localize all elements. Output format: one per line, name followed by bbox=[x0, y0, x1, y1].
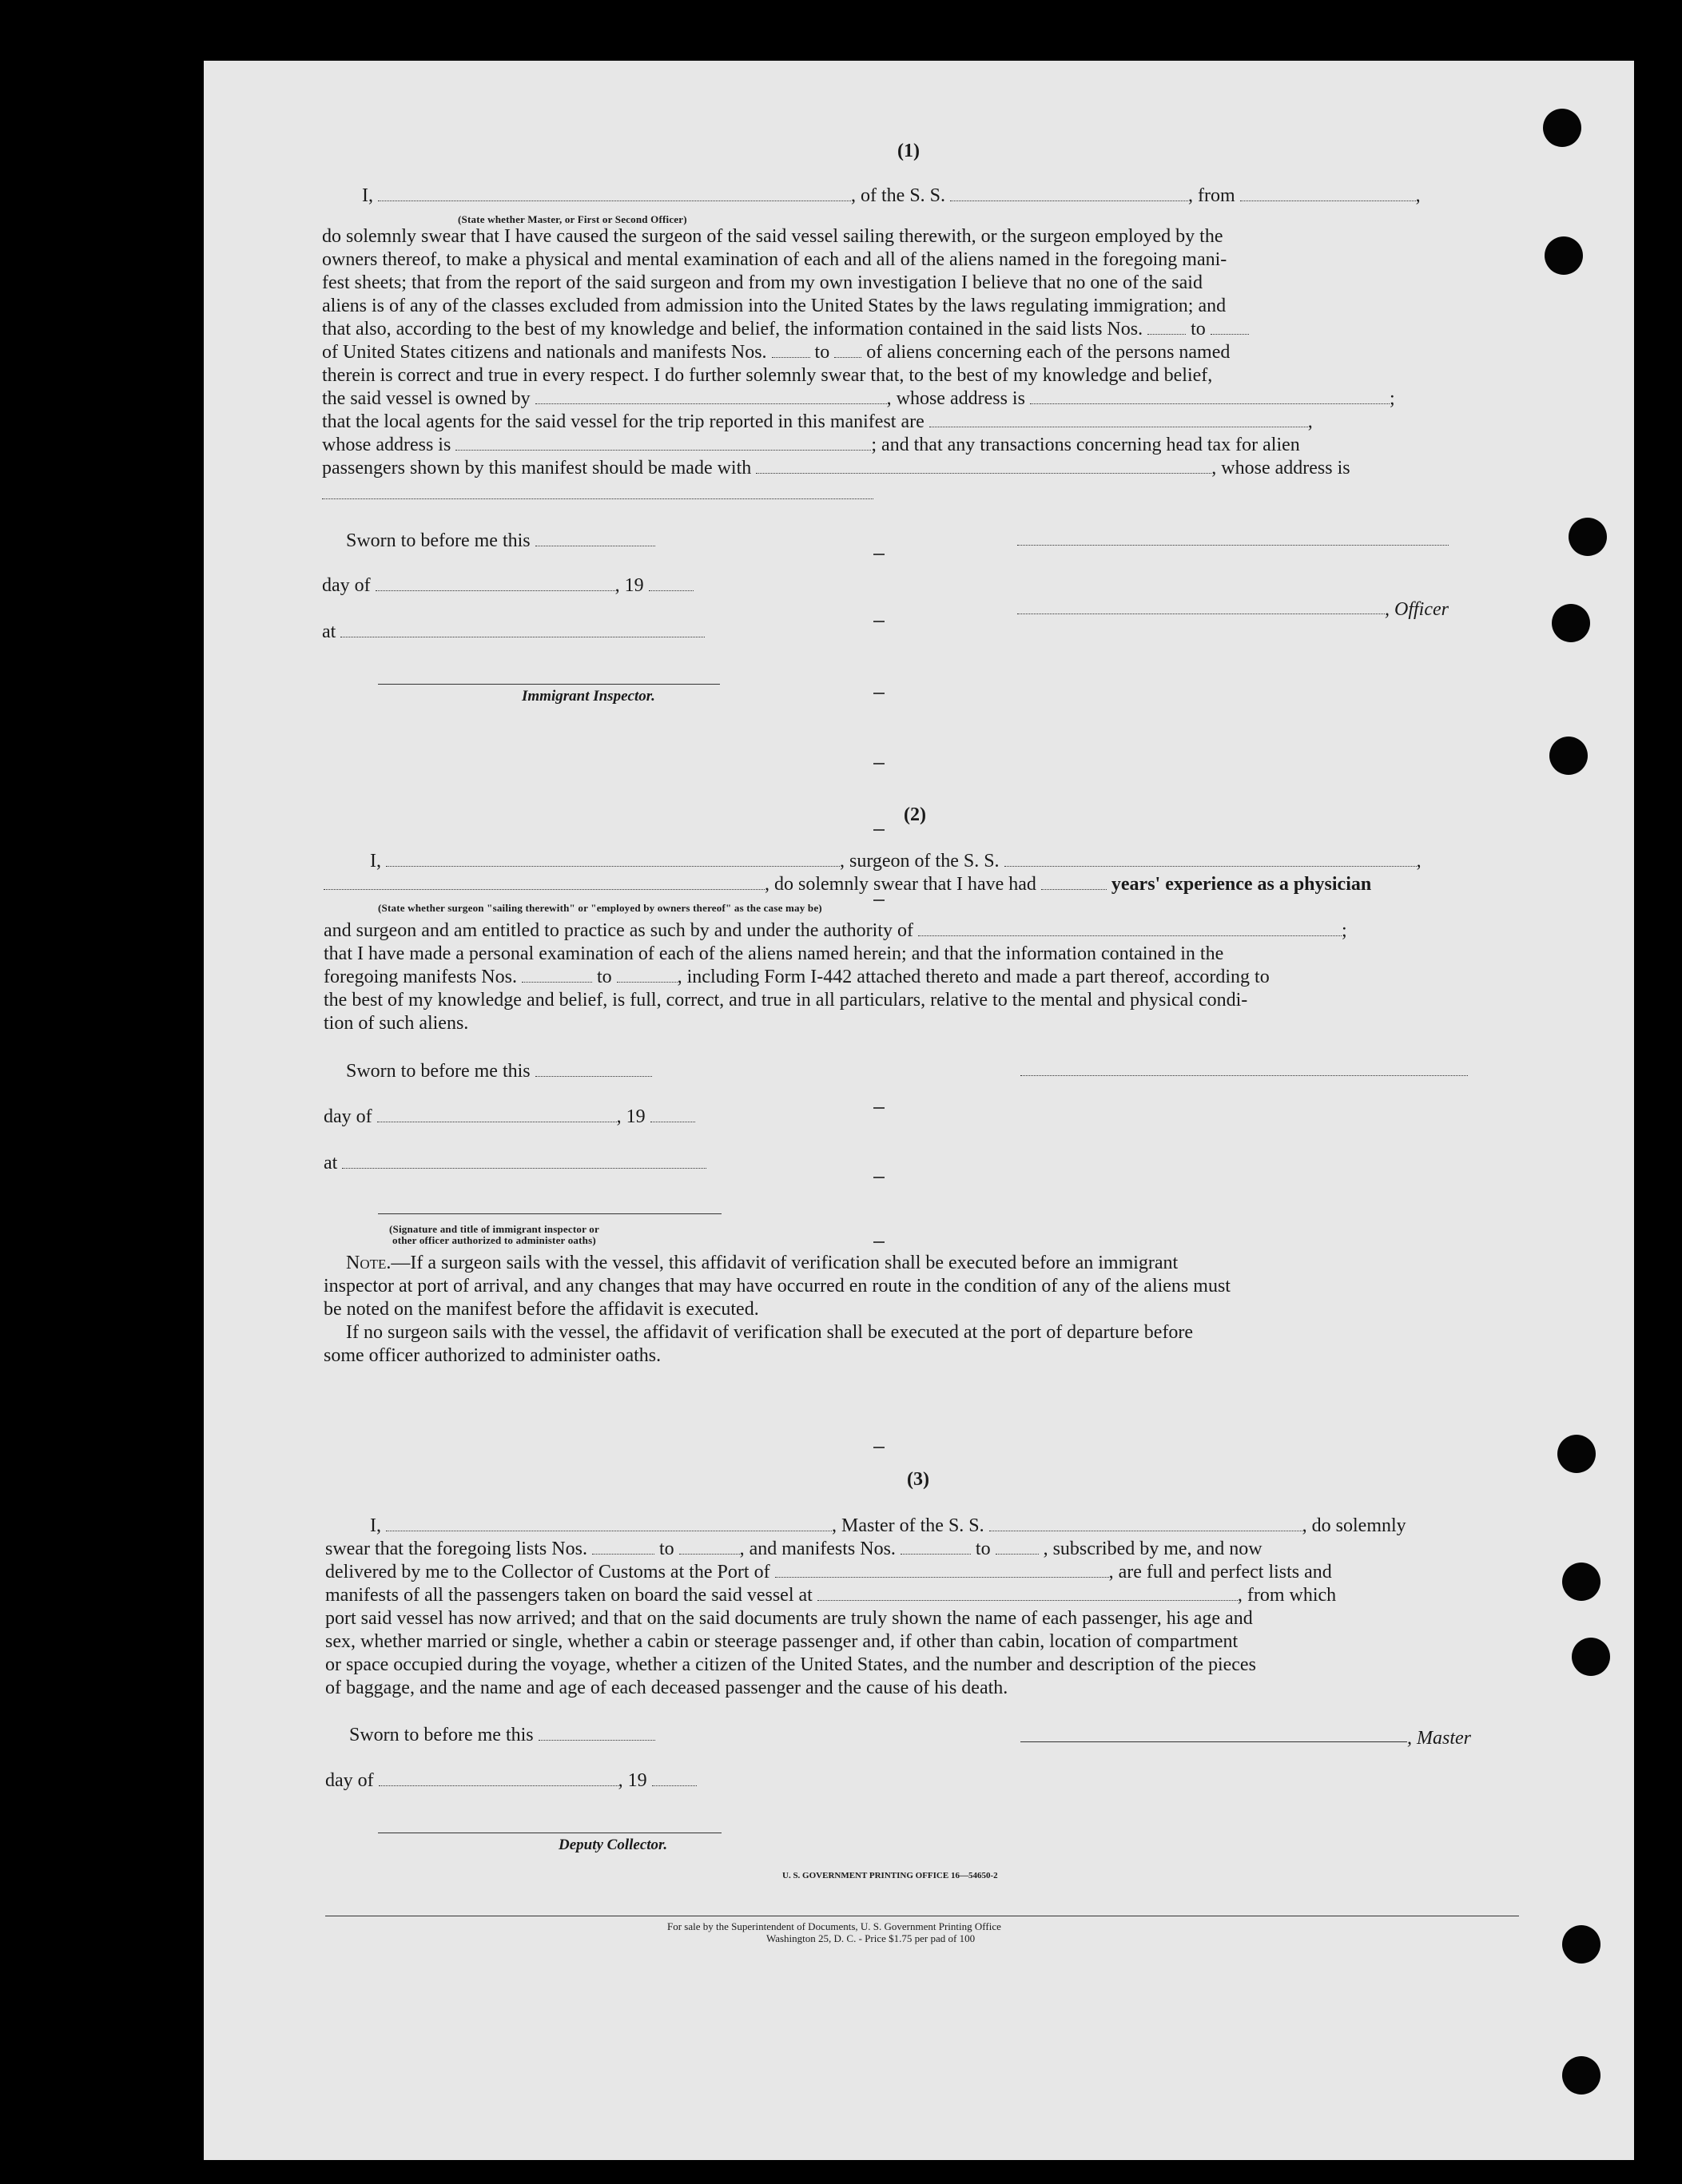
officer-rank-caption: (State whether Master, or First or Second Officer) bbox=[458, 213, 687, 225]
punch-hole bbox=[1543, 109, 1581, 147]
punch-hole bbox=[1557, 1435, 1596, 1473]
vessel-name-field[interactable] bbox=[950, 186, 1188, 201]
citizen-list-to-field[interactable] bbox=[1211, 320, 1249, 335]
head-tax-contact-field[interactable] bbox=[756, 459, 1211, 474]
gpo-imprint: U. S. GOVERNMENT PRINTING OFFICE 16—54650-2 bbox=[782, 1871, 998, 1880]
s1-text-line: aliens is of any of the classes excluded from admission into the United States by the laws regulating immigration; and bbox=[322, 296, 1227, 316]
s3-line-3: delivered by me to the Collector of Customs at the Port of , are full and perfect lists and bbox=[325, 1562, 1332, 1582]
s1-line-10: whose address is ; and that any transactions concerning head tax for alien bbox=[322, 435, 1300, 455]
note-line-1: Note.—If a surgeon sails with the vessel, this affidavit of verification shall be executed before an immigrant bbox=[346, 1253, 1179, 1273]
s3-year-field[interactable] bbox=[652, 1771, 697, 1786]
document-page bbox=[204, 61, 1634, 2160]
s3-month-field[interactable] bbox=[379, 1771, 618, 1786]
master-label: , Master bbox=[1407, 1728, 1471, 1749]
s2-line-5: foregoing manifests Nos. to , including Form I-442 attached thereto and made a part thereof, according to bbox=[324, 967, 1270, 987]
sig-caption-1: (Signature and title of immigrant inspector or bbox=[389, 1223, 599, 1235]
s2-vessel-name-field[interactable] bbox=[1004, 852, 1417, 867]
punch-hole bbox=[1545, 236, 1583, 275]
s3-text-line: sex, whether married or single, whether a cabin or steerage passenger and, if other than cabin, location of compartment bbox=[325, 1631, 1239, 1652]
surgeon-signature-line[interactable] bbox=[1020, 1075, 1468, 1076]
departure-port-field[interactable] bbox=[1240, 186, 1416, 201]
s1-line-1: I, , of the S. S. , from , bbox=[362, 185, 1421, 206]
s3-line-2: swear that the foregoing lists Nos. to , and manifests Nos. to , subscribed by me, and now bbox=[325, 1539, 1262, 1559]
inspector-signature-line[interactable] bbox=[378, 684, 720, 685]
s1-place-field[interactable] bbox=[340, 622, 705, 637]
manifest-from-field[interactable] bbox=[772, 343, 810, 358]
officer-name-field[interactable] bbox=[378, 186, 851, 201]
agents-address-field[interactable] bbox=[455, 435, 871, 451]
sale-notice-2: Washington 25, D. C. - Price $1.75 per pad of 100 bbox=[766, 1932, 976, 1944]
s2-sworn-line: Sworn to before me this bbox=[346, 1060, 652, 1083]
s3-vessel-name-field[interactable] bbox=[989, 1516, 1302, 1531]
manifest-to-field[interactable] bbox=[834, 343, 861, 358]
s1-line-9: that the local agents for the said vessel for the trip reported in this manifest are , bbox=[322, 411, 1313, 432]
note-line: some officer authorized to administer oaths. bbox=[324, 1345, 662, 1366]
s2-year-field[interactable] bbox=[650, 1107, 695, 1122]
punch-hole bbox=[1572, 1638, 1610, 1676]
s3-day-line: day of , 19 bbox=[325, 1769, 697, 1793]
deputy-collector-label: Deputy Collector. bbox=[559, 1837, 668, 1853]
officer-label: , Officer bbox=[1385, 599, 1449, 620]
s3-list-to-field[interactable] bbox=[679, 1539, 740, 1555]
note-line: If no surgeon sails with the vessel, the affidavit of verification shall be executed at the port of departure before bbox=[346, 1322, 1194, 1343]
s1-text-line: fest sheets; that from the report of the said surgeon and from my own investigation I believe that no one of the said bbox=[322, 272, 1203, 293]
s3-text-line: port said vessel has now arrived; and that on the said documents are truly shown the name of each passenger, his age and bbox=[325, 1608, 1253, 1629]
master-signature-line[interactable] bbox=[1020, 1741, 1407, 1742]
s2-manifest-from-field[interactable] bbox=[522, 967, 592, 983]
s1-text-line: therein is correct and true in every respect. I do further solemnly swear that, to the best of my knowledge and belief, bbox=[322, 365, 1213, 386]
s1-month-field[interactable] bbox=[376, 576, 615, 591]
s2-month-field[interactable] bbox=[377, 1107, 617, 1122]
section-3-number: (3) bbox=[907, 1469, 929, 1490]
s2-sworn-date-field[interactable] bbox=[535, 1062, 652, 1077]
surgeon-status-caption: (State whether surgeon "sailing therewith" or "employed by owners thereof" as the case may be) bbox=[378, 902, 822, 914]
s1-sworn-date-field[interactable] bbox=[535, 531, 655, 546]
s1-text-line: owners thereof, to make a physical and mental examination of each and all of the aliens named in the foregoing mani- bbox=[322, 249, 1227, 270]
s3-manifest-from-field[interactable] bbox=[901, 1539, 971, 1555]
s2-text-line: that I have made a personal examination of each of the aliens named herein; and that the information contained in the bbox=[324, 943, 1224, 964]
s2-text-line: the best of my knowledge and belief, is full, correct, and true in all particulars, relative to the mental and physical condi- bbox=[324, 990, 1248, 1011]
s2-line-3: and surgeon and am entitled to practice as such by and under the authority of ; bbox=[324, 920, 1347, 941]
s3-text-line: or space occupied during the voyage, whether a citizen of the United States, and the number and description of the pieces bbox=[325, 1654, 1256, 1675]
s3-list-from-field[interactable] bbox=[592, 1539, 654, 1555]
inspector-oath-signature-line[interactable] bbox=[378, 1213, 722, 1214]
owner-address-field[interactable] bbox=[1030, 389, 1390, 404]
immigrant-inspector-label: Immigrant Inspector. bbox=[522, 688, 655, 705]
local-agents-field[interactable] bbox=[929, 412, 1308, 427]
s2-line-1: I, , surgeon of the S. S. , bbox=[370, 851, 1422, 872]
punch-hole bbox=[1562, 1563, 1600, 1601]
sig-caption-2: other officer authorized to administer oaths) bbox=[392, 1234, 596, 1246]
surgeon-status-field[interactable] bbox=[324, 875, 765, 890]
s2-at-line: at bbox=[324, 1152, 706, 1175]
s3-line-4: manifests of all the passengers taken on board the said vessel at , from which bbox=[325, 1585, 1337, 1606]
punch-hole bbox=[1562, 1925, 1600, 1964]
punch-hole bbox=[1549, 737, 1588, 775]
s2-manifest-to-field[interactable] bbox=[617, 967, 678, 983]
license-authority-field[interactable] bbox=[918, 921, 1342, 936]
vessel-owner-field[interactable] bbox=[535, 389, 887, 404]
s3-line-1: I, , Master of the S. S. , do solemnly bbox=[370, 1515, 1406, 1536]
s2-line-2: , do solemnly swear that I have had years' experience as a physician bbox=[324, 873, 1371, 896]
s2-text-line: tion of such aliens. bbox=[324, 1013, 469, 1034]
s2-place-field[interactable] bbox=[342, 1154, 706, 1169]
s1-line-11: passengers shown by this manifest should be made with , whose address is bbox=[322, 458, 1350, 478]
note-line: inspector at port of arrival, and any changes that may have occurred en route in the condition of any of the aliens must bbox=[324, 1276, 1231, 1297]
s3-manifest-to-field[interactable] bbox=[996, 1539, 1039, 1555]
head-tax-address-field[interactable] bbox=[322, 498, 873, 499]
punch-hole bbox=[1562, 2056, 1600, 2095]
years-experience-field[interactable] bbox=[1041, 875, 1107, 890]
s3-sworn-line: Sworn to before me this bbox=[349, 1724, 655, 1747]
s1-year-field[interactable] bbox=[649, 576, 694, 591]
sale-notice-1: For sale by the Superintendent of Documents, U. S. Government Printing Office bbox=[667, 1920, 1001, 1932]
s1-day-line: day of , 19 bbox=[322, 574, 694, 598]
surgeon-name-field[interactable] bbox=[386, 852, 840, 867]
s1-text-line: do solemnly swear that I have caused the surgeon of the said vessel sailing therewith, or the surgeon employed by the bbox=[322, 226, 1223, 247]
port-of-embarkation-field[interactable] bbox=[817, 1586, 1238, 1601]
s1-at-line: at bbox=[322, 621, 705, 644]
port-of-arrival-field[interactable] bbox=[775, 1563, 1109, 1578]
punch-hole bbox=[1552, 604, 1590, 642]
note-line: be noted on the manifest before the affidavit is executed. bbox=[324, 1299, 759, 1320]
s2-day-line: day of , 19 bbox=[324, 1106, 695, 1129]
master-name-field[interactable] bbox=[386, 1516, 832, 1531]
punch-hole bbox=[1569, 518, 1607, 556]
s3-text-line: of baggage, and the name and age of each deceased passenger and the cause of his death. bbox=[325, 1678, 1008, 1698]
s1-line-8: the said vessel is owned by , whose address is ; bbox=[322, 388, 1395, 409]
citizen-list-from-field[interactable] bbox=[1147, 320, 1186, 335]
officer-signature-line[interactable] bbox=[1017, 545, 1449, 546]
s3-sworn-date-field[interactable] bbox=[539, 1725, 655, 1741]
s1-sworn-line: Sworn to before me this bbox=[346, 530, 655, 553]
section-2-number: (2) bbox=[904, 804, 926, 825]
section-1-number: (1) bbox=[897, 141, 920, 161]
s1-line-6: of United States citizens and nationals and manifests Nos. to of aliens concerning each of the persons named bbox=[322, 342, 1231, 363]
s1-line-5: that also, according to the best of my knowledge and belief, the information contained in the said lists Nos. to bbox=[322, 318, 1249, 341]
